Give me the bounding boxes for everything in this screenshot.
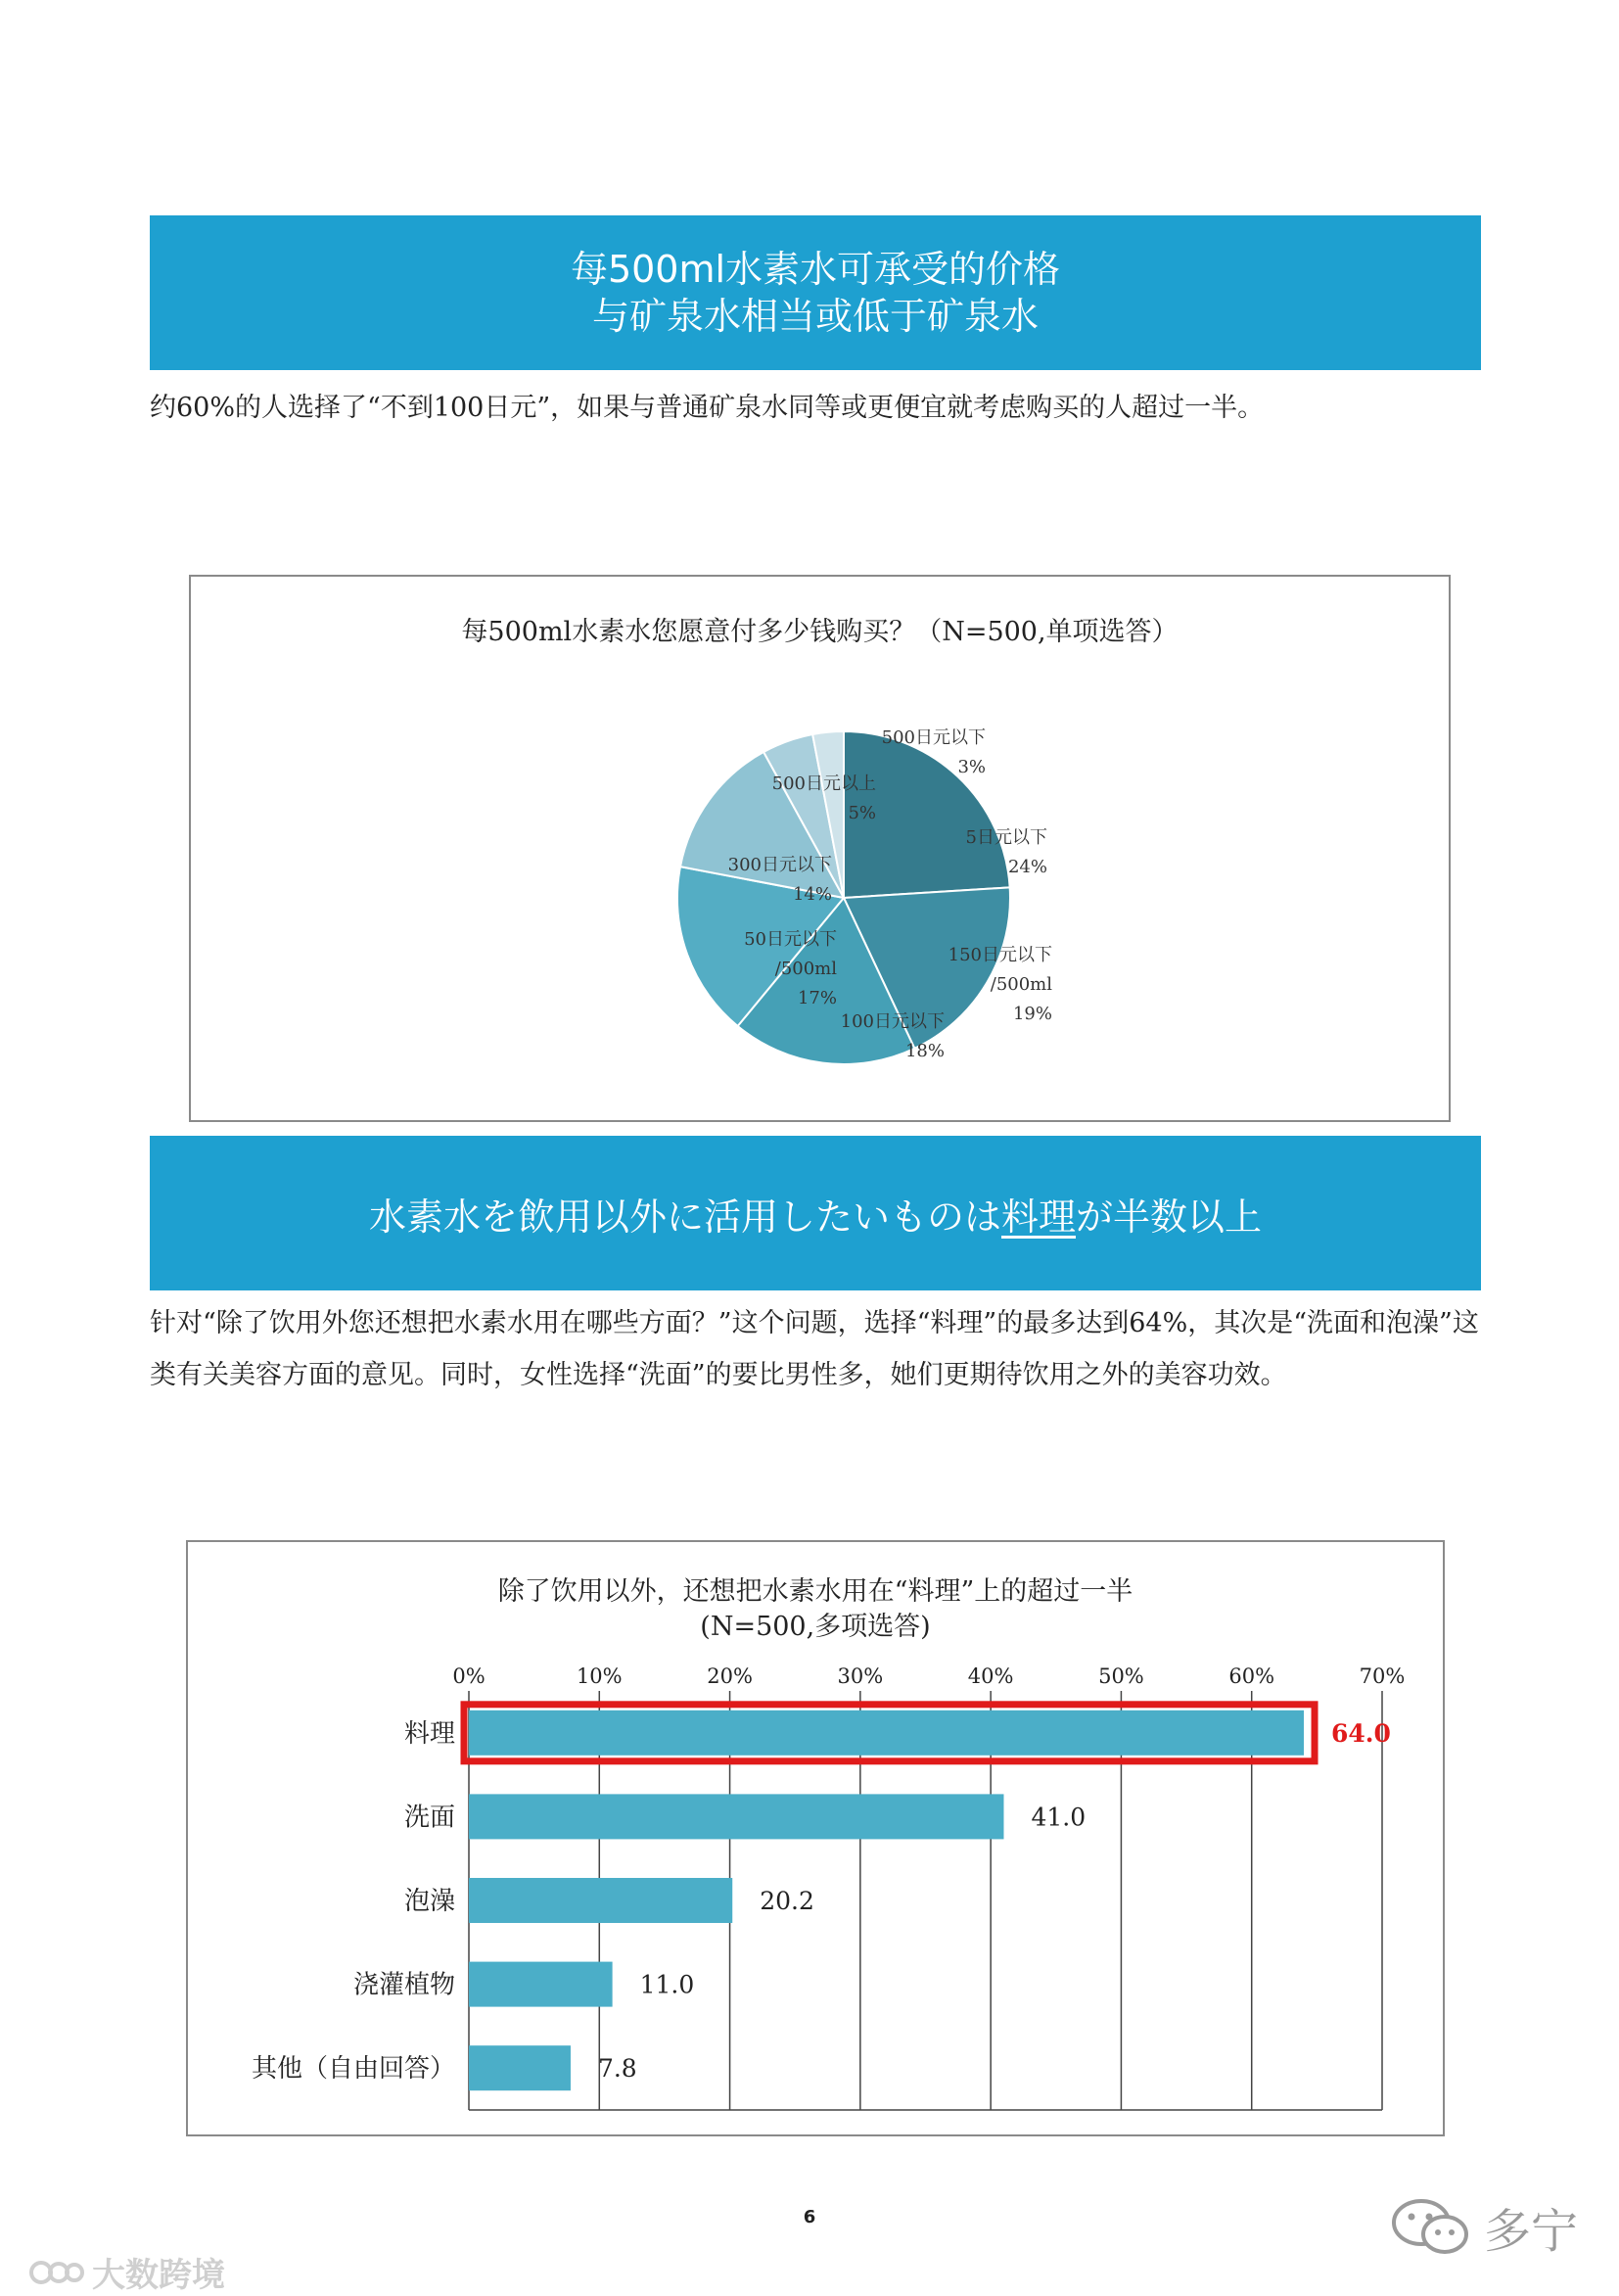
banner-usage-highlight: 料理 <box>1000 1195 1076 1239</box>
paragraph-price: 约60%的人选择了“不到100日元”，如果与普通矿泉水同等或更便宜就考虑购买的人超过一半。 <box>150 393 1265 423</box>
wechat-icon <box>1390 2195 1472 2260</box>
banner-usage <box>150 1136 1481 1290</box>
x-tick-label: 50% <box>1098 1664 1144 1688</box>
pie-slice-name-label: 150日元以下 <box>948 945 1052 965</box>
page-number: 6 <box>803 2207 816 2227</box>
watermark-logo-icon <box>29 2255 84 2290</box>
pie-slice-value-label: 14% <box>792 884 832 905</box>
bar-value-label: 20.2 <box>760 1887 814 1915</box>
bar-value-label: 64.0 <box>1331 1718 1391 1748</box>
pie-chart-frame <box>189 575 1451 1122</box>
watermark-left <box>29 2248 225 2296</box>
watermark-left-text: 大数跨境 <box>92 2256 225 2295</box>
pie-slice-name-label: 50日元以下 <box>744 929 837 950</box>
x-tick-label: 40% <box>967 1664 1014 1688</box>
paragraph-usage: 针对“除了饮用外您还想把水素水用在哪些方面？”这个问题，选择“料理”的最多达到64%，其次是“洗面和泡澡”这类有关美容方面的意见。同时，女性选择“洗面”的要比男性多，她们更期待饮用之外的美容功效。 <box>150 1308 1479 1390</box>
pie-slice-name-label: 100日元以下 <box>840 1011 945 1032</box>
watermark-right <box>1390 2193 1578 2261</box>
bar <box>469 2045 571 2090</box>
pie-slice-value-label: 18% <box>904 1041 945 1061</box>
pie-slice-name-label: 500日元以下 <box>881 727 986 748</box>
banner-usage-before: 水素水を飲用以外に活用したいものは <box>368 1195 1001 1239</box>
pie-slice-name-label: /500ml <box>774 959 837 979</box>
bar <box>469 1962 613 2007</box>
bar-value-label: 7.8 <box>597 2054 637 2084</box>
pie-chart-title: 每500ml水素水您愿意付多少钱购买？（N=500,单项选答） <box>461 617 1179 647</box>
category-label: 泡澡 <box>403 1887 455 1916</box>
pie-slice-name-label: 5日元以下 <box>965 827 1047 848</box>
category-label: 洗面 <box>403 1803 455 1833</box>
bar-value-label: 11.0 <box>639 1970 695 1999</box>
category-label: 其他（自由回答） <box>251 2054 455 2085</box>
x-tick-label: 30% <box>837 1664 884 1688</box>
pie-slice-name-label: /500ml <box>990 974 1052 995</box>
banner-usage-after: が半数以上 <box>1076 1195 1263 1239</box>
pie-slice-name-label: 500日元以上 <box>771 773 876 794</box>
bar <box>469 1878 732 1923</box>
x-tick-label: 20% <box>707 1664 753 1688</box>
pie-slice-value-label: 24% <box>1007 857 1047 877</box>
bar-chart-subtitle: (N=500,多项选答) <box>700 1612 931 1642</box>
bar-chart-frame <box>186 1540 1445 2136</box>
category-label: 浇灌植物 <box>352 1970 455 2000</box>
pie-slice-name-label: 300日元以下 <box>727 855 832 875</box>
x-tick-label: 0% <box>452 1664 486 1688</box>
bar-chart-title: 除了饮用以外，还想把水素水用在“料理”上的超过一半 <box>497 1576 1133 1607</box>
pie-slice-value-label: 19% <box>1012 1004 1052 1024</box>
pie-slice-value-label: 5% <box>848 803 876 823</box>
banner-price <box>150 215 1481 370</box>
category-label: 料理 <box>403 1718 455 1749</box>
bar-value-label: 41.0 <box>1031 1803 1087 1832</box>
watermark-right-text: 多宁 <box>1484 2204 1579 2259</box>
banner-price-line1: 每500ml水素水可承受的价格 <box>570 248 1061 291</box>
x-tick-label: 70% <box>1359 1664 1406 1688</box>
x-tick-label: 60% <box>1228 1664 1275 1688</box>
banner-price-line2: 与矿泉水相当或低于矿泉水 <box>591 295 1039 338</box>
pie-slice-value-label: 17% <box>797 988 837 1008</box>
pie-slice-value-label: 3% <box>957 757 986 777</box>
bar <box>469 1794 1003 1839</box>
pie-chart <box>191 577 1449 1120</box>
x-tick-label: 10% <box>576 1664 623 1688</box>
bar-chart <box>188 1542 1443 2134</box>
bar <box>469 1710 1304 1756</box>
banner-usage-text <box>369 1187 1262 1241</box>
